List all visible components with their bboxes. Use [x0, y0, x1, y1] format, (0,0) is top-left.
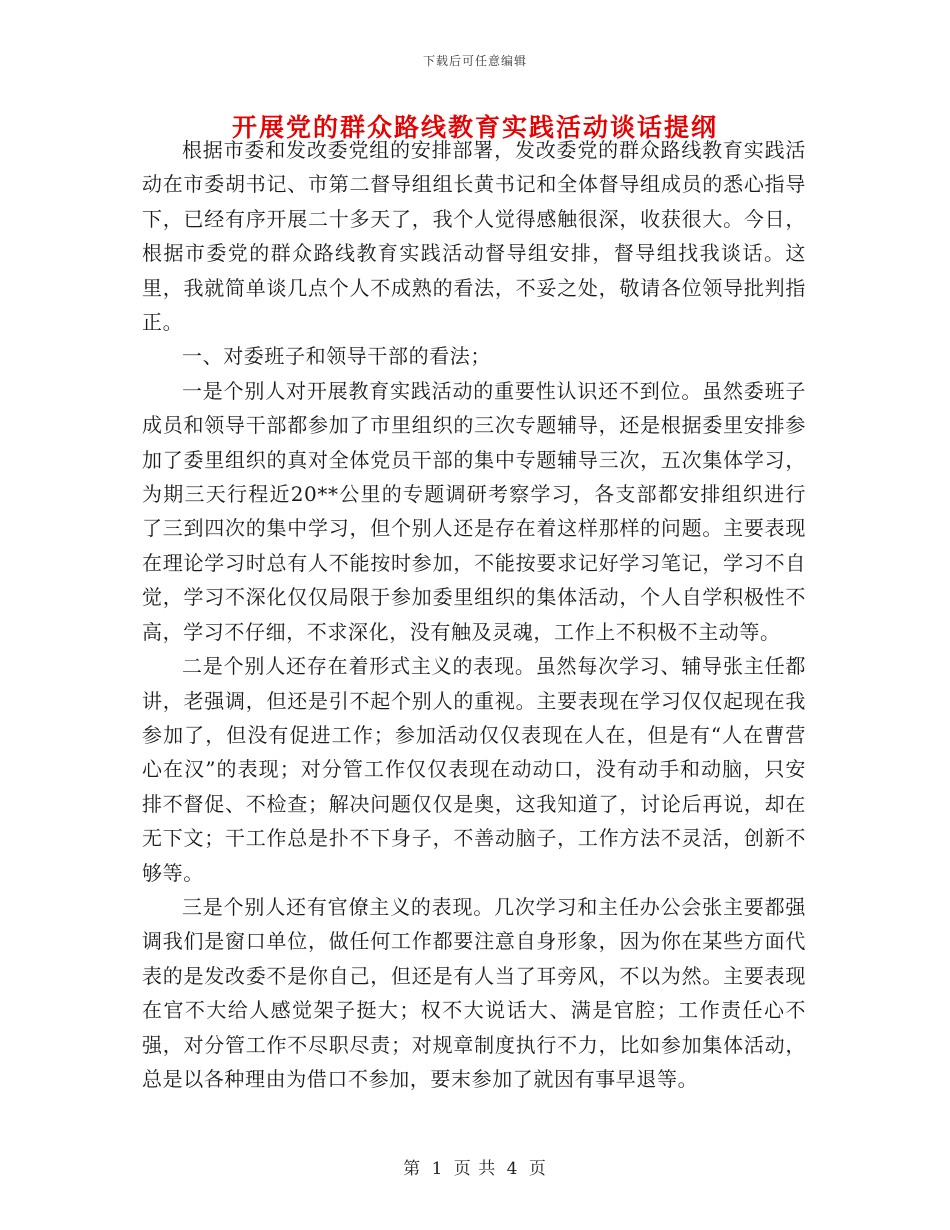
- section-heading: 一、对委班子和领导干部的看法；: [182, 344, 491, 369]
- paragraph-point-3: 三是个别人还有官僚主义的表现。几次学习和主任办公会张主要都强调我们是窗口单位，做任何工作都要注意自身形象，因为你在某些方面代表的是发改委不是你自己，但还是有人当了耳旁风，不以为然。主要表现在官不大给人感觉架子挺大；权不大说话大、满是官腔；工作责任心不强，对分管工作不尽职尽责；对规章制度执行不力，比如参加集体活动，总是以各种理由为借口不参加，要末参加了就因有事早退等。: [142, 894, 806, 1091]
- document-title: 开展党的群众路线教育实践活动谈话提纲: [231, 113, 718, 142]
- paragraph-point-1: 一是个别人对开展教育实践活动的重要性认识还不到位。虽然委班子成员和领导干部都参加了市里组织的三次专题辅导，还是根据委里安排参加了委里组织的真对全体党员干部的集中专题辅导三次，五次集体学习，为期三天行程近20**公里的专题调研考察学习，各支部都安排组织进行了三到四次的集中学习，但个别人还是存在着这样那样的问题。主要表现在理论学习时总有人不能按时参加，不能按要求记好学习笔记，学习不自觉，学习不深化仅仅局限于参加委里组织的集体活动，个人自学积极性不高，学习不仔细，不求深化，没有触及灵魂，工作上不积极不主动等。: [142, 378, 806, 644]
- footer-suffix: 页: [528, 1159, 547, 1179]
- document-body: [142, 133, 806, 1096]
- current-page-number: 1: [431, 1159, 444, 1179]
- footer-middle: 页 共: [453, 1159, 497, 1179]
- paragraph-point-2: 二是个别人还存在着形式主义的表现。虽然每次学习、辅导张主任都讲，老强调，但还是引不起个别人的重视。主要表现在学习仅仅起现在我参加了，但没有促进工作；参加活动仅仅表现在人在，但是有“人在曹营心在汉”的表现；对分管工作仅仅表现在动动口，没有动手和动脑，只安排不督促、不检查；解决问题仅仅是奥，这我知道了，讨论后再说，却在无下文；干工作总是扑不下身子，不善动脑子，工作方法不灵活，创新不够等。: [142, 654, 806, 885]
- total-page-count: 4: [506, 1159, 519, 1179]
- page-footer: [0, 1154, 950, 1179]
- header-note: 下载后可任意编辑: [422, 54, 527, 68]
- paragraph-intro: 根据市委和发改委党组的安排部署，发改委党的群众路线教育实践活动在市委胡书记、市第二督导组组长黄书记和全体督导组成员的悉心指导下，已经有序开展二十多天了，我个人觉得感触很深，收获很大。今日，根据市委党的群众路线教育实践活动督导组安排，督导组找我谈话。这里，我就简单谈几点个人不成熟的看法，不妥之处，敬请各位领导批判指正。: [142, 138, 806, 335]
- footer-prefix: 第: [403, 1159, 422, 1179]
